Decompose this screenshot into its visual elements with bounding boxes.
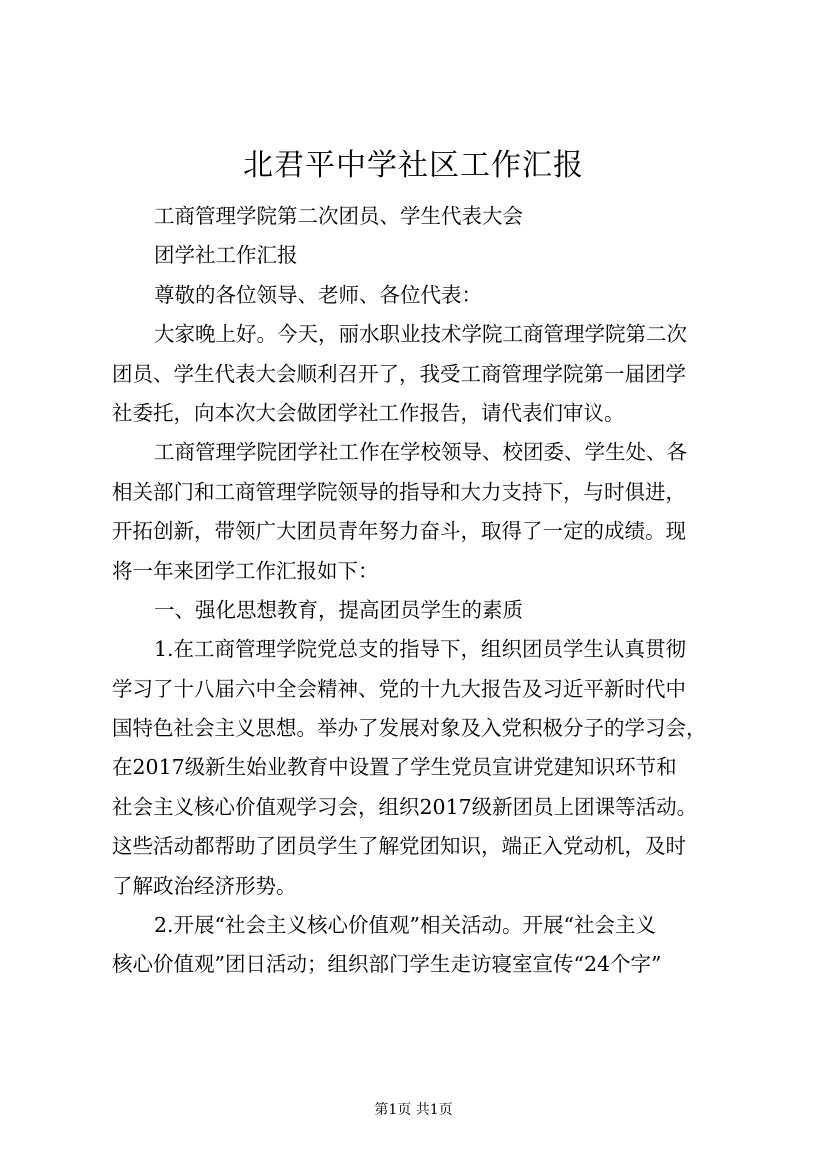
document-title: 北君平中学社区工作汇报: [243, 148, 584, 183]
section-heading: 一、强化思想教育，提高团员学生的素质: [154, 597, 523, 622]
paragraph-line: 在2017级新生始业教育中设置了学生党员宣讲党建知识环节和: [112, 755, 677, 780]
paragraph-line: 这些活动都帮助了团员学生了解党团知识，端正入党动机，及时: [112, 834, 686, 859]
document-body: [112, 197, 742, 985]
paragraph-line: 团员、学生代表大会顺利召开了，我受工商管理学院第一届团学: [112, 361, 686, 386]
page-footer: 第1页 共1页: [374, 1102, 453, 1118]
paragraph-line: 学习了十八届六中全会精神、党的十九大报告及习近平新时代中: [112, 676, 686, 701]
paragraph-line: 2.开展“社会主义核心价值观”相关活动。开展“社会主义: [154, 913, 656, 938]
paragraph-line: 核心价值观”团日活动；组织部门学生走访寝室宣传“24个字”: [112, 952, 662, 977]
paragraph-line: 工商管理学院第二次团员、学生代表大会: [154, 204, 523, 228]
paragraph-line: 尊敬的各位领导、老师、各位代表：: [154, 282, 482, 307]
paragraph-line: 了解政治经济形势。: [112, 873, 297, 898]
paragraph-line: 国特色社会主义思想。举办了发展对象及入党积极分子的学习会，: [112, 716, 707, 741]
paragraph-line: 相关部门和工商管理学院领导的指导和大力支持下，与时俱进，: [112, 479, 686, 504]
paragraph-line: 1.在工商管理学院党总支的指导下，组织团员学生认真贯彻: [154, 637, 687, 662]
paragraph-line: 大家晚上好。今天，丽水职业技术学院工商管理学院第二次: [154, 322, 687, 347]
paragraph-line: 团学社工作汇报: [154, 243, 298, 268]
paragraph-line: 社会主义核心价值观学习会，组织2017级新团员上团课等活动。: [112, 794, 698, 819]
paragraph-line: 工商管理学院团学社工作在学校领导、校团委、学生处、各: [154, 440, 687, 465]
paragraph-line: 将一年来团学工作汇报如下：: [112, 558, 379, 583]
paragraph-line: 社委托，向本次大会做团学社工作报告，请代表们审议。: [112, 400, 625, 425]
paragraph-line: 开拓创新，带领广大团员青年努力奋斗，取得了一定的成绩。现: [112, 519, 686, 544]
